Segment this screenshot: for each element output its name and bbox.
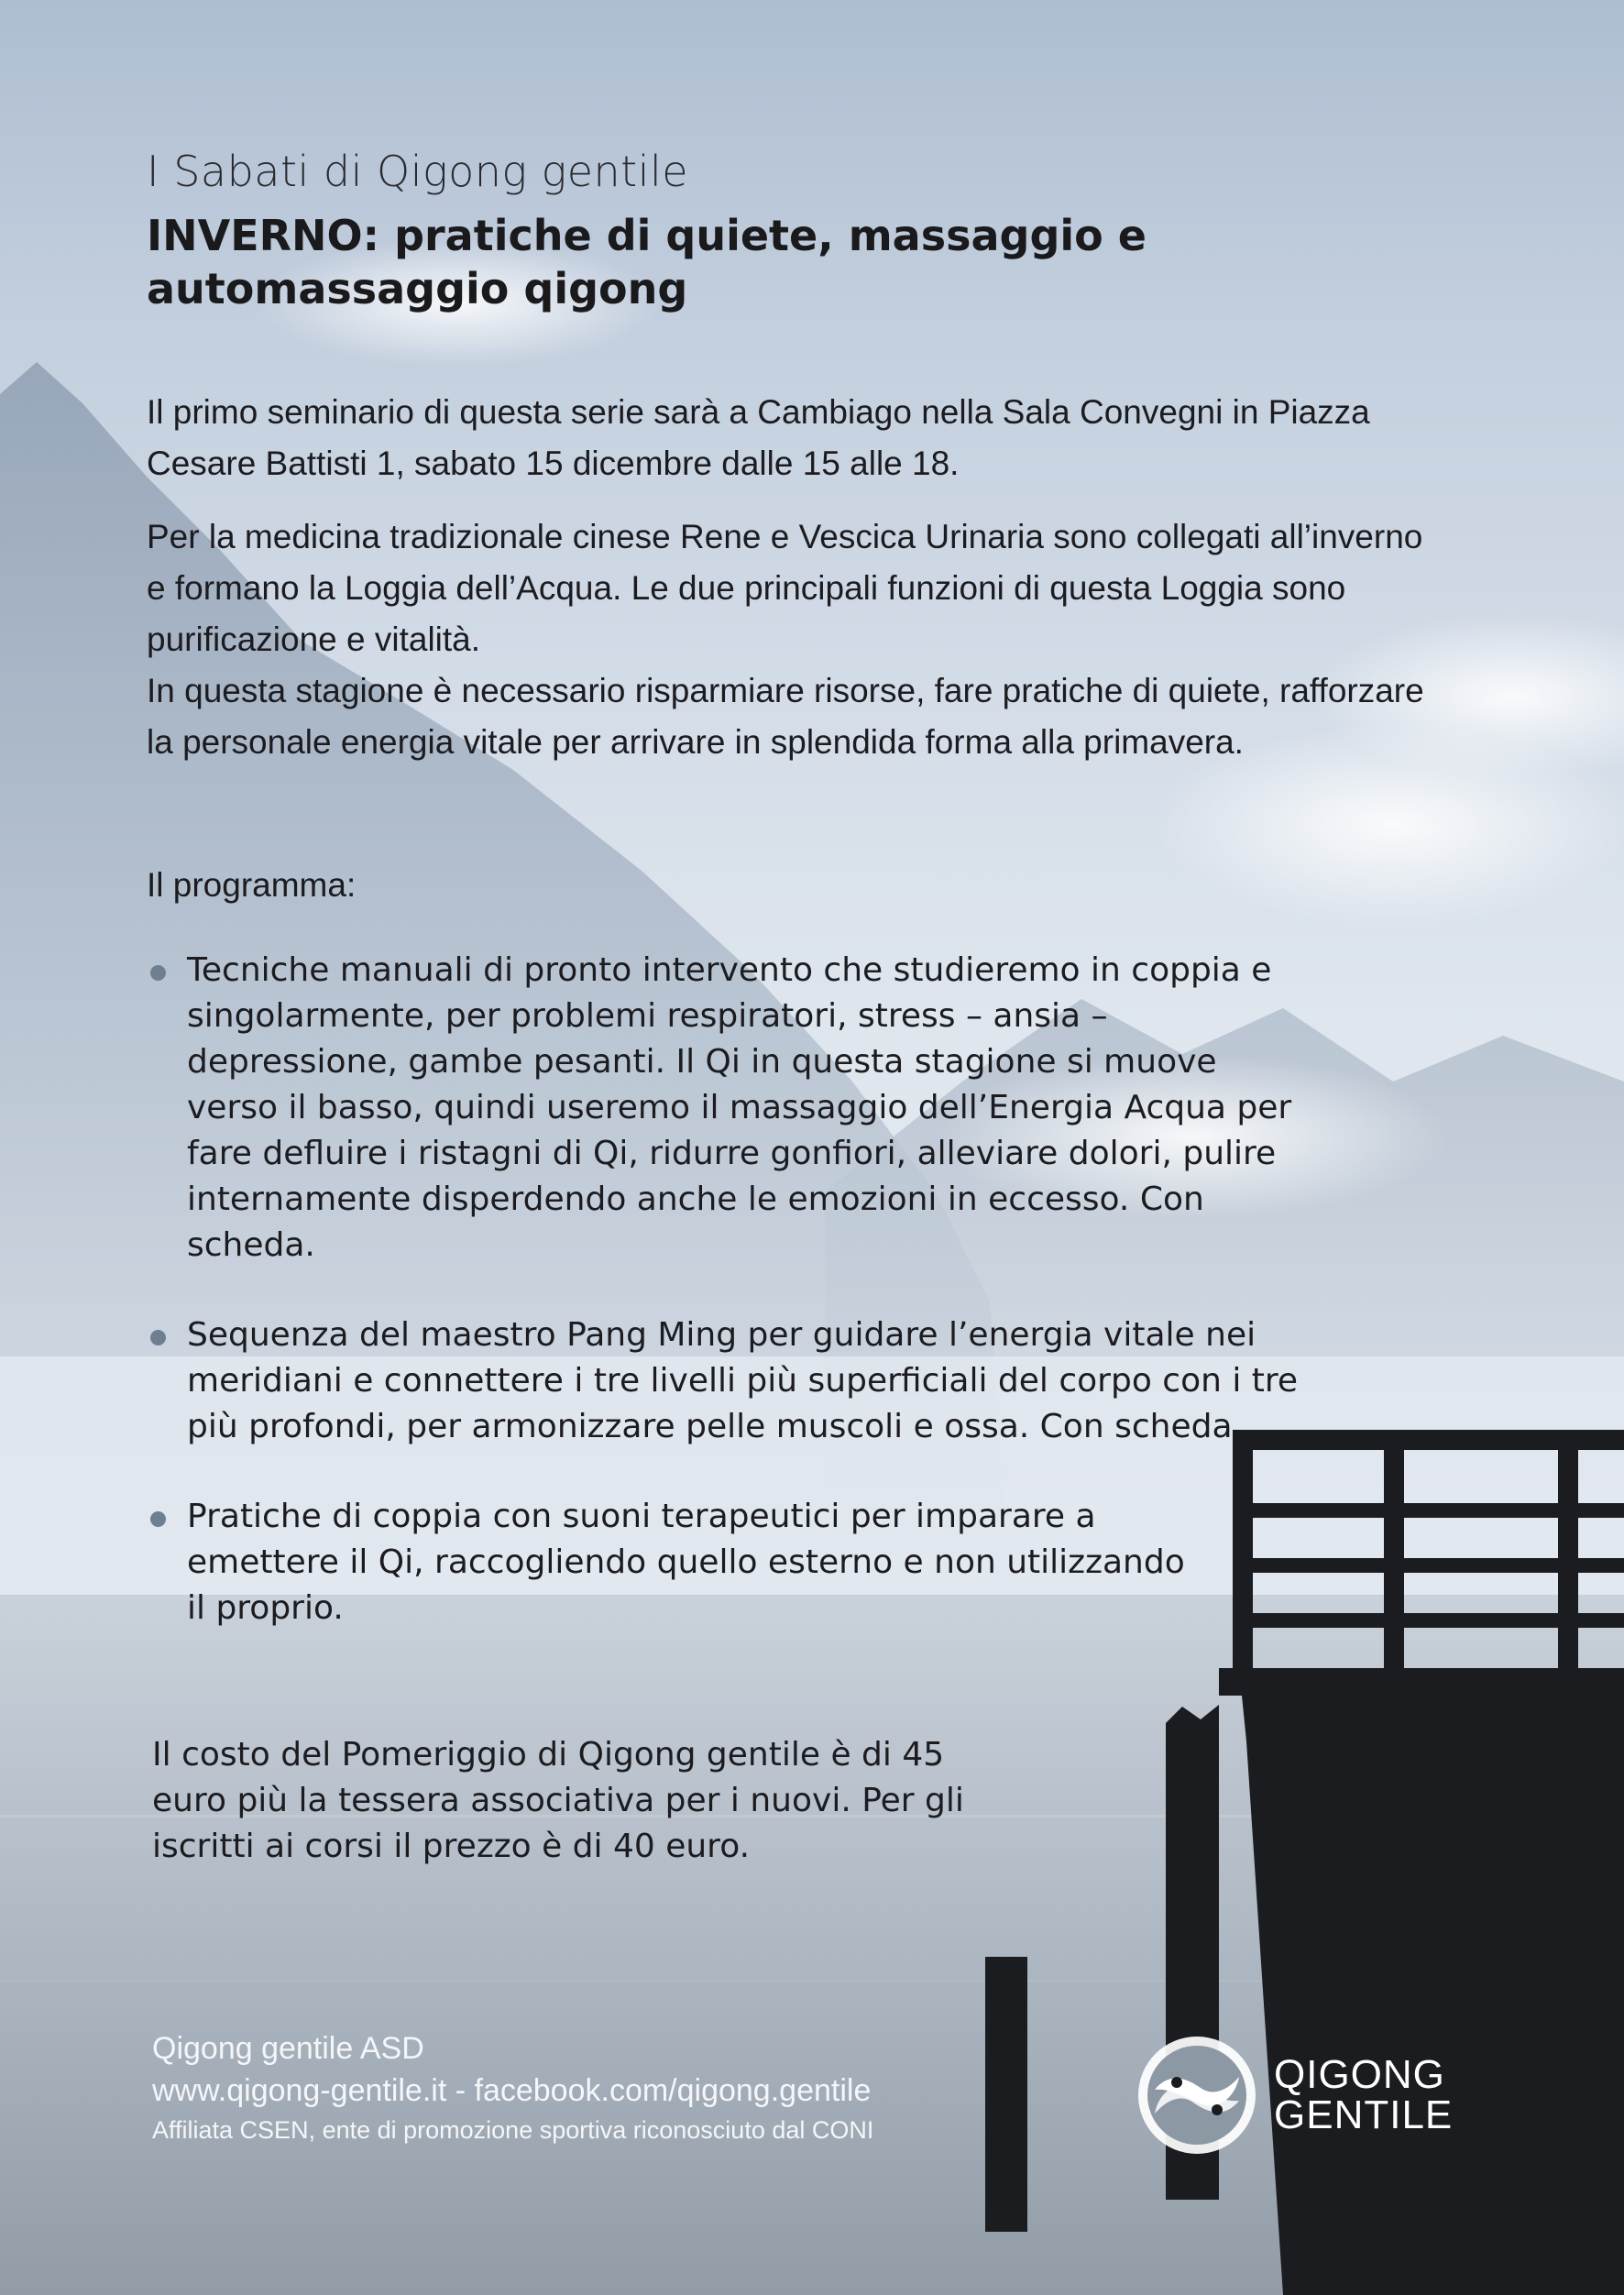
website-links[interactable]: www.qigong-gentile.it - facebook.com/qigong.gentile [152, 2073, 872, 2108]
header [147, 147, 1448, 315]
season-title: INVERNO: pratiche di quiete, massaggio e automassaggio qigong [147, 211, 1147, 313]
bullet-dot-icon [150, 965, 166, 981]
program-item-text: Pratiche di coppia con suoni terapeutici per imparare a emettere il Qi, raccogliendo quello esterno e non utilizzando il proprio. [187, 1498, 1185, 1627]
qigong-gentile-logo [1135, 2033, 1474, 2161]
series-title: I Sabati di Qigong gentile [147, 147, 689, 196]
program-item [147, 1312, 1351, 1450]
description-paragraph-1: Per la medicina tradizionale cinese Rene e Vescica Urinaria sono collegati all’inverno e formano la Loggia dell’Acqua. Le due principali funzioni di questa Loggia sono purificazione e vitalità. [147, 518, 1423, 658]
program-label: Il programma: [147, 866, 357, 904]
description [147, 511, 1448, 768]
program-item [147, 1494, 1204, 1631]
program-item-text: Tecniche manuali di pronto intervento che studieremo in coppia e singolarmente, per problemi respiratori, stress – ansia – depressione, gambe pesanti. Il Qi in questa stagione si muove verso il basso, quindi useremo il massaggio dell’Energia Acqua per fare defluire i ristagni di Qi, ridurre gonfiori, alleviare dolori, pulire internamente disperdendo anche le emozioni in eccesso. Con scheda. [187, 951, 1292, 1264]
affiliation-text: Affiliata CSEN, ente di promozione sportiva riconosciuto dal CONI [152, 2116, 874, 2144]
cost-paragraph: Il costo del Pomeriggio di Qigong gentile è di 45 euro più la tessera associativa per i nuovi. Per gli iscritti ai corsi il prezzo è di 40 euro. [152, 1736, 964, 1865]
footer [152, 2027, 873, 2148]
logo-wordmark [1274, 2052, 1454, 2137]
logo-line-2: GENTILE [1274, 2092, 1454, 2137]
yin-yang-waves-icon [1135, 2033, 1259, 2158]
bullet-dot-icon [150, 1330, 166, 1345]
program-list [147, 948, 1338, 1675]
description-paragraph-2: In questa stagione è necessario risparmiare risorse, fare pratiche di quiete, rafforzare la personale energia vitale per arrivare in splendida forma alla primavera. [147, 672, 1424, 761]
program-item [147, 948, 1314, 1268]
program-item-text: Sequenza del maestro Pang Ming per guidare l’energia vitale nei meridiani e connettere i tre livelli più superficiali del corpo con i tre più profondi, per armonizzare pelle muscoli e ossa. Con scheda. [187, 1316, 1299, 1445]
bullet-dot-icon [150, 1511, 166, 1527]
logo-line-1: QIGONG [1274, 2052, 1445, 2097]
intro-paragraph: Il primo seminario di questa serie sarà a Cambiago nella Sala Convegni in Piazza Cesare Battisti 1, sabato 15 dicembre dalle 15 alle 18. [147, 393, 1370, 482]
org-name: Qigong gentile ASD [152, 2031, 424, 2066]
